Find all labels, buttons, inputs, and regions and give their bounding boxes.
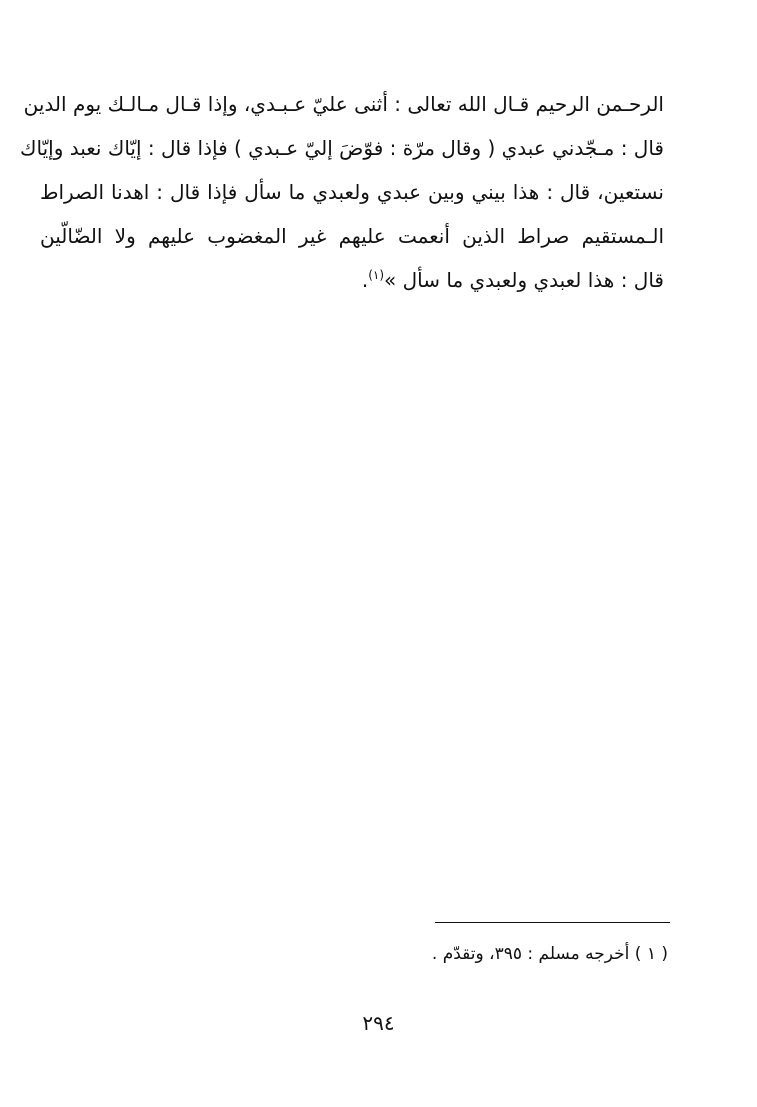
text-line-5-content: قال : هذا لعبدي ولعبدي ما سأل » (384, 268, 664, 292)
text-line-5 (40, 258, 664, 302)
text-line-4: الـمستقيم صراط الذين أنعمت عليهم غير المغضوب عليهم ولا الضّالّين (40, 224, 664, 248)
main-text-block (20, 82, 664, 302)
end-punctuation: . (361, 268, 369, 292)
footnote-separator (435, 922, 670, 923)
footnote-reference[interactable]: (١) (368, 268, 385, 282)
page-number: ٢٩٤ (362, 1011, 395, 1035)
footnote: ( ١ ) أخرجه مسلم : ٣٩٥، وتقدّم . (431, 944, 668, 964)
text-line-1: الرحـمن الرحيم قـال الله تعالى : أثنى عليّ عـبـدي، وإذا قـال مـالـك يوم الدين (23, 92, 664, 116)
text-line-3: نستعين، قال : هذا بيني وبين عبدي ولعبدي ما سأل فإذا قال : اهدنا الصراط (40, 180, 664, 204)
text-line-2: قال : مـجّدني عبدي ( وقال مرّة : فوّضَ إليّ عـبدي ) فإذا قال : إيّاك نعبد وإيّاك (20, 136, 664, 160)
